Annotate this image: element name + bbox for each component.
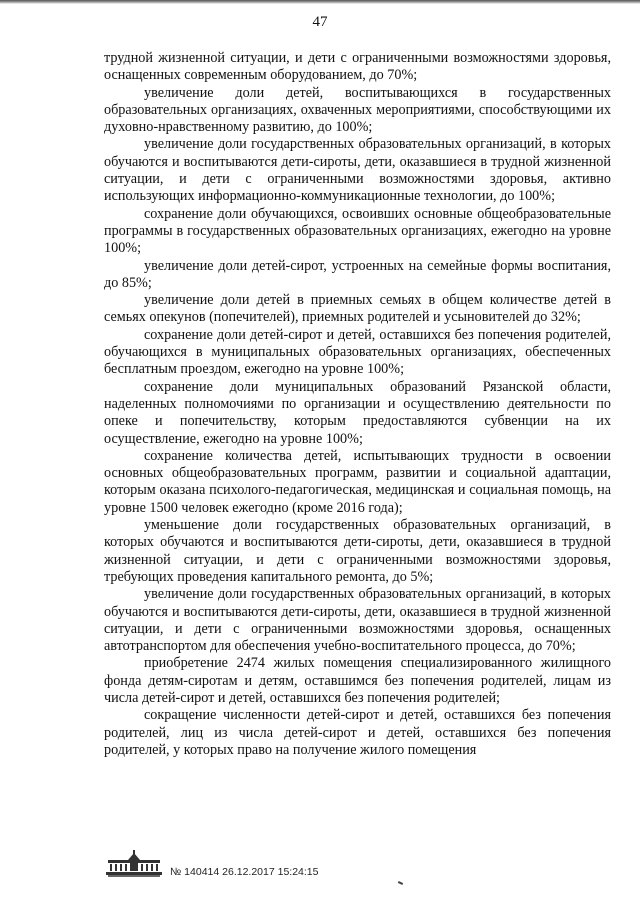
paragraph-2: увеличение доли детей, воспитывающихся в государственных образовательных организациях, охваченных мероприятиями, способствующими их духовно-нравственному развитию, до 100%; (104, 84, 611, 136)
paragraph-4: сохранение доли обучающихся, освоивших основные общеобразовательные программы в государственных образовательных организациях, ежегодно на уровне 100%; (104, 205, 611, 257)
scan-mark (398, 881, 403, 885)
paragraph-10: уменьшение доли государственных образовательных организаций, в которых обучаются и воспитываются дети-сироты, дети, оказавшиеся в трудной жизненной ситуации, и дети с ограниченными возможностями здоровья, требующих проведения капитального ремонта, до 5%; (104, 517, 611, 585)
paragraph-1: трудной жизненной ситуации, и дети с ограниченными возможностями здоровья, оснащенных современным оборудованием, до 70%; (104, 50, 611, 84)
paragraph-7: сохранение доли детей-сирот и детей, оставшихся без попечения родителей, обучающихся в муниципальных образовательных организациях, обеспеченных бесплатным проездом, ежегодно на уровне 100%; (104, 326, 611, 378)
paragraph-13: сокращение численности детей-сирот и детей, оставшихся без попечения родителей, лиц из числа детей-сирот и детей, оставшихся без попечения родителей, у которых право на получение жилого помещения (104, 707, 611, 758)
paragraph-8: сохранение доли муниципальных образований Рязанской области, наделенных полномочиями по организации и осуществлению деятельности по опеке и попечительству, которым предоставляются субвенции на их осуществление, ежегодно на уровне 100%; (104, 378, 611, 447)
paragraph-3: увеличение доли государственных образовательных организаций, в которых обучаются и воспитываются дети-сироты, дети, оказавшиеся в трудной жизненной ситуации, и дети с ограниченными возможностями здоровья, активно использующих информационно-коммуникационные технологии, до 100%; (104, 136, 611, 205)
paragraph-12: приобретение 2474 жилых помещения специализированного жилищного фонда детям-сиротам и детям, оставшимся без попечения родителей, лицам из числа детей-сирот и детей, оставшихся без попечения родителей; (104, 655, 611, 706)
government-building-stamp-icon (104, 850, 164, 878)
document-body (104, 50, 611, 759)
registration-stamp: № 140414 26.12.2017 15:24:15 (170, 866, 319, 878)
paragraph-5: увеличение доли детей-сирот, устроенных на семейные формы воспитания, до 85%; (104, 257, 611, 291)
paragraph-11: увеличение доли государственных образовательных организаций, в которых обучаются и воспитываются дети-сироты, дети, оказавшиеся в трудной жизненной ситуации, и дети с ограниченными возможностями здоровья, оснащенных автотранспортом для обеспечения учебно-воспитательного процесса, до 70%; (104, 586, 611, 655)
page-number: 47 (312, 14, 328, 30)
scan-top-edge (0, 0, 640, 4)
document-footer (104, 850, 524, 878)
paragraph-6: увеличение доли детей в приемных семьях в общем количестве детей в семьях опекунов (попечителей), приемных родителей и усыновителей до 32%; (104, 292, 611, 326)
paragraph-9: сохранение количества детей, испытывающих трудности в освоении основных общеобразовательных программ, развитии и социальной адаптации, которым оказана психолого-педагогическая, медицинская и социальная помощь, на уровне 1500 человек ежегодно (кроме 2016 года); (104, 447, 611, 516)
